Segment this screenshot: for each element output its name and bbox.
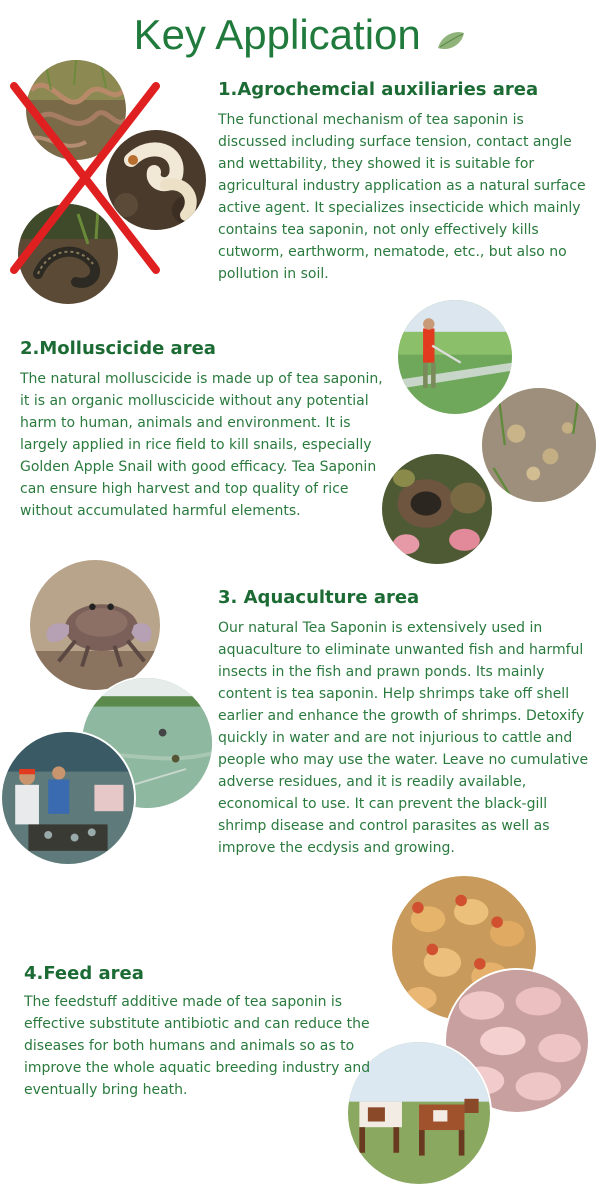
golden-apple-snails-photo (380, 452, 494, 566)
farmer-rice-field-photo (396, 298, 514, 416)
shrimp-harvest-photo (0, 730, 136, 866)
rice-paddy-snails-photo (480, 386, 598, 504)
prohibited-cross-icon (4, 80, 164, 276)
page-title (0, 8, 600, 65)
leaf-icon (436, 11, 466, 65)
section-2-text: The natural molluscicide is made up of tea saponin, it is an organic molluscicide without any potential harm to human, animals and environment. It is largely applied in rice field to kill snails, especially Golden Apple Snail with good efficacy. Tea Saponin can ensure high harvest and top quality of rice without accumulated harmful elements. (20, 371, 383, 519)
section-3-heading: 3. Aquaculture area (218, 587, 420, 608)
section-2-heading: 2.Molluscicide area (20, 338, 216, 359)
section-1-heading: 1.Agrochemcial auxiliaries area (218, 79, 539, 100)
section-3-text: Our natural Tea Saponin is extensively used in aquaculture to eliminate unwanted fish and harmful insects in the fish and prawn ponds. Its mainly content is tea saponin. Help shrimps take off shell earlier and enhance the growth of shrimps. Detoxify quickly in water and are not injurious to cattle and people who may use the water. Leave no cumulative adverse residues, and it is readily available, economical to use. It can prevent the black-gill shrimp disease and control parasites as well as improve the ecdysis and growing. (218, 620, 589, 856)
section-4-text: The feedstuff additive made of tea saponin is effective substitute antibiotic and can reduce the diseases for both humans and animals so as to improve the whole aquatic breeding industry and eventually bring heath. (24, 994, 371, 1098)
section-1-text: The functional mechanism of tea saponin is discussed including surface tension, contact angle and wettability, they showed it is suitable for agricultural industry application as a natural surface active agent. It specializes insecticide which mainly contains tea saponin, not only effectively kills cutworm, earthworm, nematode, etc., but also no pollution in soil. (218, 112, 586, 282)
section-4-heading: 4.Feed area (24, 963, 144, 984)
crab-photo (28, 558, 162, 692)
page-title-text: Key Application (133, 11, 421, 58)
